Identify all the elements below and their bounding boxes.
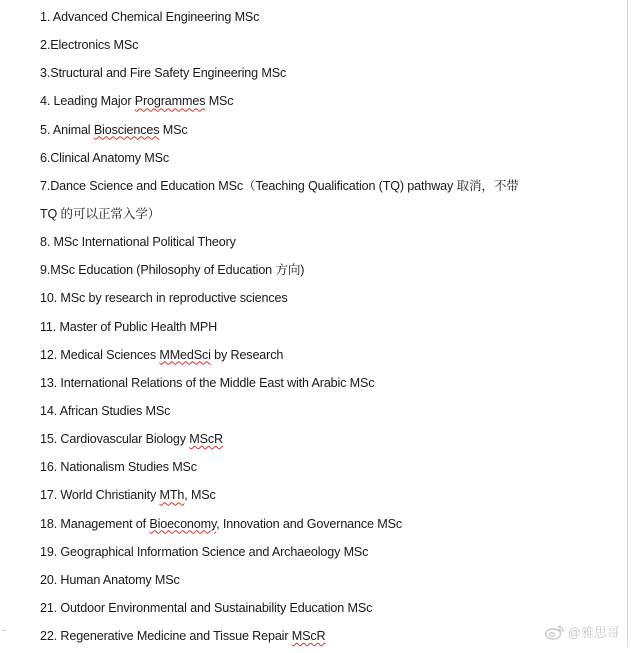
text-run: MSc — [159, 122, 188, 137]
list-item — [40, 119, 600, 147]
text-run: 15. Cardiovascular Biology — [40, 432, 190, 447]
list-item: 13. International Relations of the Middle East with Arabic MSc — [40, 375, 375, 390]
watermark-text: @雅思哥 — [567, 625, 620, 640]
list-item: 16. Nationalism Studies MSc — [40, 460, 197, 475]
list-item: 1. Advanced Chemical Engineering MSc — [40, 10, 260, 24]
text-run: 12. Medical Sciences — [40, 347, 160, 362]
text-run: 17. World Christianity — [40, 488, 160, 503]
spellcheck-word: Bioeconomy — [149, 516, 217, 531]
watermark — [545, 622, 620, 641]
list-item: 20. Human Anatomy MSc — [40, 572, 180, 587]
list-item — [40, 344, 600, 372]
weibo-icon — [545, 624, 565, 640]
list-item: 21. Outdoor Environmental and Sustainability Education MSc — [40, 600, 373, 615]
list-item: 7.Dance Science and Education MSc（Teaching Qualification (TQ) pathway 取消，不带 — [40, 178, 519, 193]
page-edge — [627, 0, 628, 647]
text-run: 5. Animal — [40, 122, 94, 137]
spellcheck-word: MMedSci — [159, 347, 211, 362]
list-item: 2.Electronics MSc — [40, 38, 139, 53]
text-run: , Innovation and Governance MSc — [216, 516, 402, 531]
spellcheck-word: MScR — [189, 432, 223, 447]
margin-mark — [2, 630, 6, 631]
list-item: TQ 的可以正常入学） — [40, 206, 161, 221]
list-item: 19. Geographical Information Science and Archaeology MSc — [40, 544, 369, 559]
list-item: 8. MSc International Political Theory — [40, 235, 236, 250]
text-run: , MSc — [184, 488, 216, 503]
list-item — [40, 625, 600, 653]
spellcheck-word: MTh — [159, 488, 185, 503]
text-run: by Research — [210, 347, 284, 362]
list-item: 10. MSc by research in reproductive sciences — [40, 291, 288, 306]
list-item: 11. Master of Public Health MPH — [40, 319, 218, 334]
text-run: 22. Regenerative Medicine and Tissue Repair — [40, 629, 292, 644]
spellcheck-word: Biosciences — [93, 122, 160, 137]
text-run: 18. Management of — [40, 516, 150, 531]
list-item — [40, 484, 600, 512]
spellcheck-word: MScR — [291, 629, 326, 644]
list-item: 9.MSc Education (Philosophy of Education 方向) — [40, 263, 305, 278]
list-item: 3.Structural and Fire Safety Engineering MSc — [40, 66, 287, 81]
text-run: MSc — [205, 94, 234, 109]
list-item: 14. African Studies MSc — [40, 403, 171, 418]
list-item — [40, 513, 600, 541]
program-list — [40, 6, 600, 653]
list-item — [40, 90, 600, 118]
text-run: 4. Leading Major — [40, 94, 135, 109]
spellcheck-word: Programmes — [134, 94, 206, 109]
list-item: 6.Clinical Anatomy MSc — [40, 150, 169, 165]
list-item — [40, 428, 600, 456]
